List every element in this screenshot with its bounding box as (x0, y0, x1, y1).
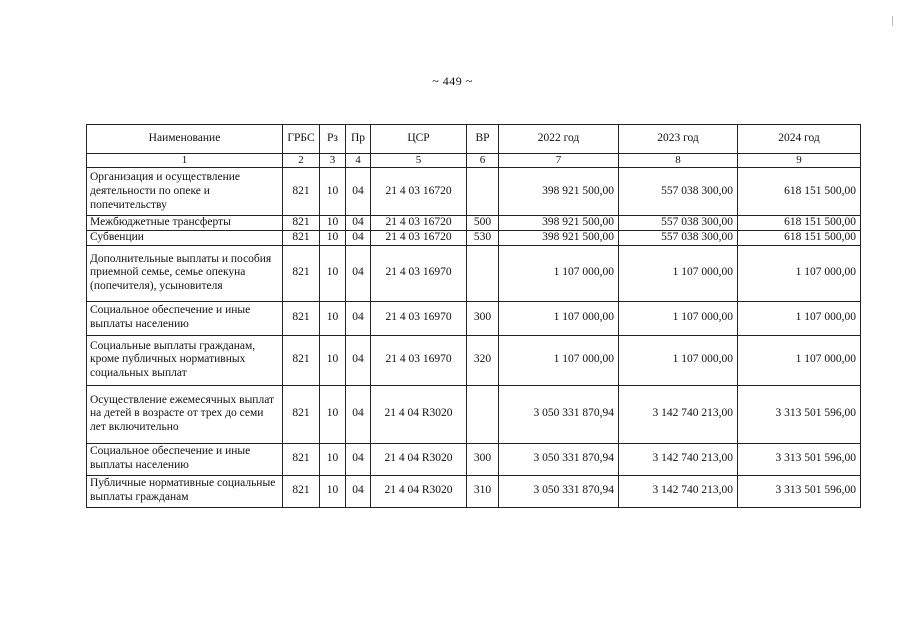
column-number: 9 (738, 154, 861, 168)
row-2023: 1 107 000,00 (619, 245, 738, 301)
table-header-row (87, 125, 861, 154)
row-vr: 320 (467, 335, 499, 385)
row-csr: 21 4 04 R3020 (371, 443, 467, 475)
column-number: 5 (371, 154, 467, 168)
header-2023: 2023 год (619, 125, 738, 154)
row-2022: 1 107 000,00 (499, 335, 619, 385)
row-name: Социальные выплаты гражданам, кроме публичных нормативных социальных выплат (87, 335, 283, 385)
row-rz: 10 (320, 385, 346, 443)
row-csr: 21 4 03 16970 (371, 335, 467, 385)
row-rz: 10 (320, 443, 346, 475)
header-2022: 2022 год (499, 125, 619, 154)
row-grbs: 821 (283, 168, 320, 216)
column-number: 7 (499, 154, 619, 168)
row-2024: 3 313 501 596,00 (738, 475, 861, 507)
row-grbs: 821 (283, 335, 320, 385)
table-row (87, 230, 861, 245)
header-csr: ЦСР (371, 125, 467, 154)
column-number-row (87, 154, 861, 168)
row-csr: 21 4 03 16720 (371, 168, 467, 216)
row-2024: 3 313 501 596,00 (738, 385, 861, 443)
row-csr: 21 4 03 16720 (371, 216, 467, 231)
row-csr: 21 4 03 16720 (371, 230, 467, 245)
column-number: 4 (346, 154, 371, 168)
row-name: Социальное обеспечение и иные выплаты населению (87, 301, 283, 335)
row-rz: 10 (320, 335, 346, 385)
row-vr (467, 385, 499, 443)
row-2024: 1 107 000,00 (738, 245, 861, 301)
row-2024: 1 107 000,00 (738, 335, 861, 385)
row-pr: 04 (346, 230, 371, 245)
budget-table (86, 124, 861, 508)
table-row (87, 335, 861, 385)
table-row (87, 301, 861, 335)
header-grbs: ГРБС (283, 125, 320, 154)
header-name: Наименование (87, 125, 283, 154)
row-2022: 3 050 331 870,94 (499, 475, 619, 507)
column-number: 3 (320, 154, 346, 168)
row-2024: 618 151 500,00 (738, 168, 861, 216)
row-2023: 1 107 000,00 (619, 301, 738, 335)
row-rz: 10 (320, 216, 346, 231)
row-2022: 398 921 500,00 (499, 230, 619, 245)
column-number: 1 (87, 154, 283, 168)
table-row (87, 216, 861, 231)
row-name: Социальное обеспечение и иные выплаты населению (87, 443, 283, 475)
table-row (87, 168, 861, 216)
row-2022: 1 107 000,00 (499, 301, 619, 335)
row-csr: 21 4 03 16970 (371, 245, 467, 301)
table-row (87, 443, 861, 475)
row-2022: 398 921 500,00 (499, 168, 619, 216)
row-2023: 3 142 740 213,00 (619, 443, 738, 475)
column-number: 6 (467, 154, 499, 168)
scan-edge-mark (892, 16, 893, 26)
page-number: ~ 449 ~ (432, 74, 473, 88)
row-2024: 618 151 500,00 (738, 216, 861, 231)
row-2024: 3 313 501 596,00 (738, 443, 861, 475)
header-2024: 2024 год (738, 125, 861, 154)
row-2023: 3 142 740 213,00 (619, 385, 738, 443)
row-rz: 10 (320, 245, 346, 301)
row-vr (467, 245, 499, 301)
row-pr: 04 (346, 475, 371, 507)
row-grbs: 821 (283, 385, 320, 443)
row-2022: 3 050 331 870,94 (499, 443, 619, 475)
row-vr: 500 (467, 216, 499, 231)
row-name: Дополнительные выплаты и пособия приемной семье, семье опекуна (попечителя), усыновителя (87, 245, 283, 301)
column-number: 2 (283, 154, 320, 168)
column-number: 8 (619, 154, 738, 168)
row-vr (467, 168, 499, 216)
row-2023: 1 107 000,00 (619, 335, 738, 385)
row-name: Организация и осуществление деятельности по опеке и попечительству (87, 168, 283, 216)
row-grbs: 821 (283, 475, 320, 507)
row-grbs: 821 (283, 245, 320, 301)
row-grbs: 821 (283, 301, 320, 335)
row-csr: 21 4 04 R3020 (371, 385, 467, 443)
row-rz: 10 (320, 230, 346, 245)
row-2024: 1 107 000,00 (738, 301, 861, 335)
row-pr: 04 (346, 335, 371, 385)
row-csr: 21 4 04 R3020 (371, 475, 467, 507)
table-row (87, 475, 861, 507)
row-2023: 557 038 300,00 (619, 168, 738, 216)
header-vr: ВР (467, 125, 499, 154)
row-rz: 10 (320, 168, 346, 216)
row-vr: 300 (467, 443, 499, 475)
row-name: Субвенции (87, 230, 283, 245)
table-row (87, 385, 861, 443)
header-pr: Пр (346, 125, 371, 154)
row-grbs: 821 (283, 230, 320, 245)
header-rz: Рз (320, 125, 346, 154)
row-pr: 04 (346, 168, 371, 216)
row-2022: 398 921 500,00 (499, 216, 619, 231)
row-name: Осуществление ежемесячных выплат на детей в возрасте от трех до семи лет включительно (87, 385, 283, 443)
row-2023: 3 142 740 213,00 (619, 475, 738, 507)
row-pr: 04 (346, 443, 371, 475)
row-2023: 557 038 300,00 (619, 230, 738, 245)
row-2023: 557 038 300,00 (619, 216, 738, 231)
row-vr: 300 (467, 301, 499, 335)
row-rz: 10 (320, 475, 346, 507)
table-row (87, 245, 861, 301)
row-pr: 04 (346, 385, 371, 443)
row-name: Межбюджетные трансферты (87, 216, 283, 231)
row-pr: 04 (346, 216, 371, 231)
row-csr: 21 4 03 16970 (371, 301, 467, 335)
row-2024: 618 151 500,00 (738, 230, 861, 245)
row-vr: 310 (467, 475, 499, 507)
row-grbs: 821 (283, 443, 320, 475)
row-rz: 10 (320, 301, 346, 335)
row-2022: 3 050 331 870,94 (499, 385, 619, 443)
row-grbs: 821 (283, 216, 320, 231)
row-pr: 04 (346, 301, 371, 335)
row-2022: 1 107 000,00 (499, 245, 619, 301)
row-vr: 530 (467, 230, 499, 245)
row-name: Публичные нормативные социальные выплаты гражданам (87, 475, 283, 507)
row-pr: 04 (346, 245, 371, 301)
